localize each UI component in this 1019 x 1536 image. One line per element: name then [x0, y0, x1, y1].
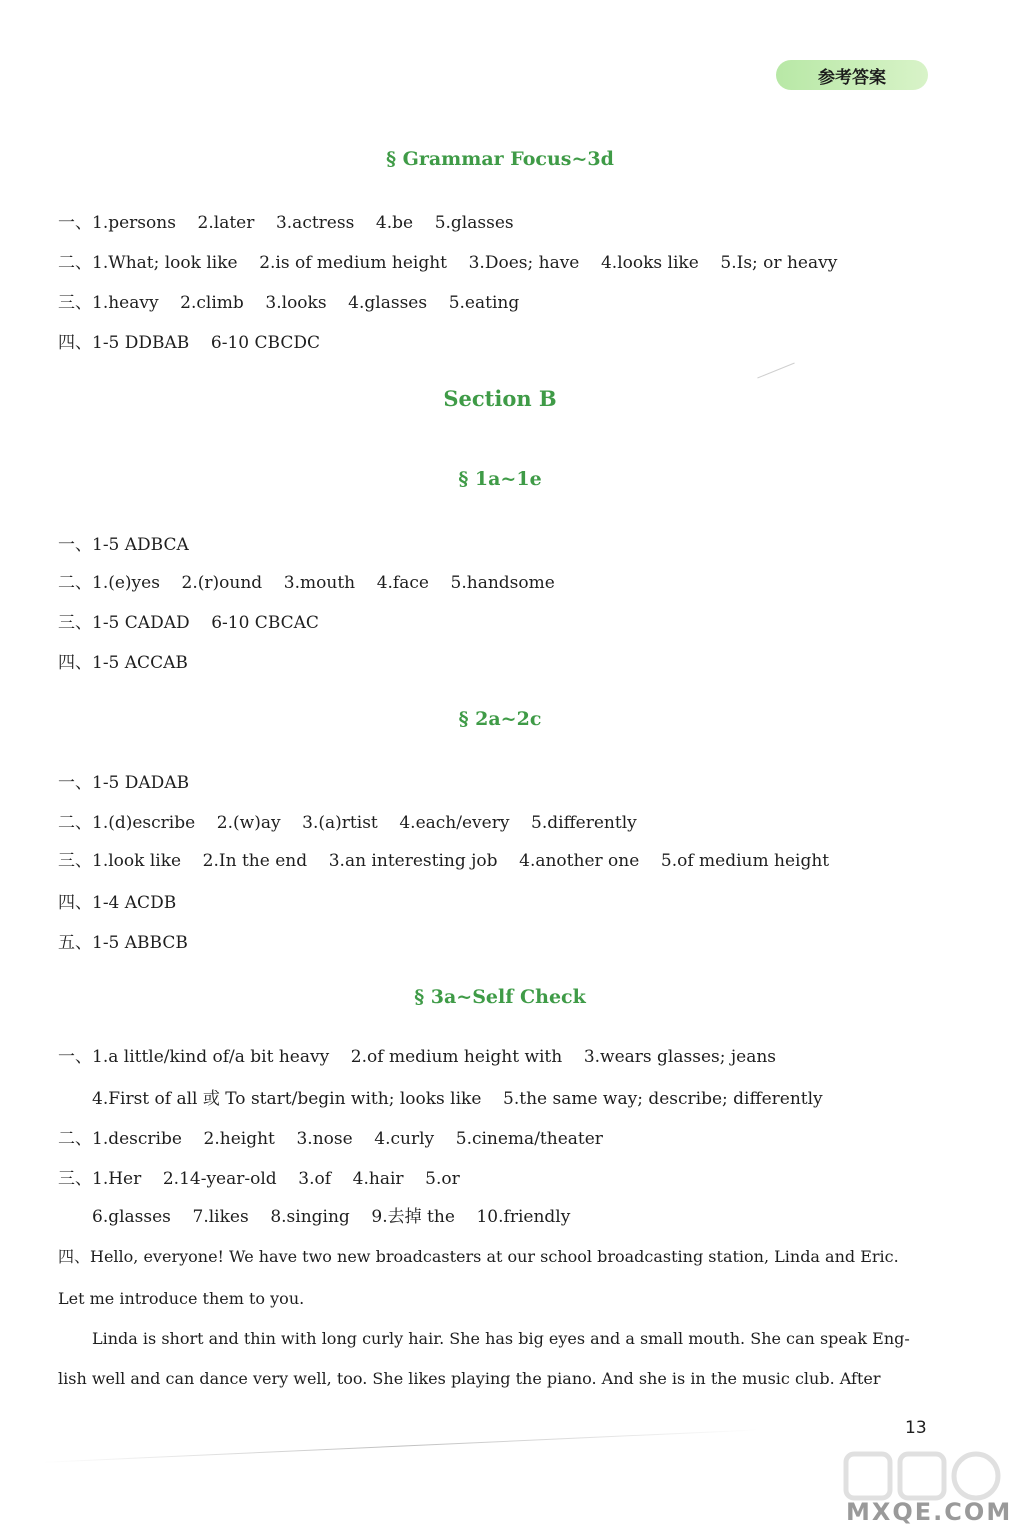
answer-line: 4.First of all 或 To start/begin with; looks like 5.the same way; describe; differently	[92, 1089, 823, 1109]
answer-line: 6.glasses 7.likes 8.singing 9.去掉 the 10.friendly	[92, 1207, 571, 1227]
answer-line: 一、1-5 DADAB	[58, 773, 190, 793]
heading-3a-self-check: § 3a~Self Check	[414, 986, 586, 1008]
essay-line: Let me introduce them to you.	[58, 1289, 305, 1308]
answer-line: 二、1.(e)yes 2.(r)ound 3.mouth 4.face 5.handsome	[58, 573, 555, 593]
essay-line: 四、Hello, everyone! We have two new broadcasters at our school broadcasting station, Linda and Eric.	[58, 1247, 899, 1266]
heading-section-b: Section B	[443, 386, 557, 411]
answer-line: 五、1-5 ABBCB	[58, 933, 188, 953]
answer-line: 一、1.persons 2.later 3.actress 4.be 5.glasses	[58, 213, 514, 233]
watermark-text: MXQE.COM	[846, 1498, 1013, 1526]
answer-line: 三、1.heavy 2.climb 3.looks 4.glasses 5.eating	[58, 293, 520, 313]
answer-line: 三、1.look like 2.In the end 3.an interesting job 4.another one 5.of medium height	[58, 851, 830, 871]
answer-line: 四、1-4 ACDB	[58, 893, 177, 913]
answer-line: 二、1.(d)escribe 2.(w)ay 3.(a)rtist 4.each/every 5.differently	[58, 813, 637, 833]
essay-line: Linda is short and thin with long curly hair. She has big eyes and a small mouth. She can speak Eng-	[92, 1329, 910, 1348]
answer-key-badge: 参考答案	[776, 60, 928, 90]
answer-line: 一、1-5 ADBCA	[58, 535, 189, 555]
page-number: 13	[905, 1418, 927, 1438]
bottom-rule	[40, 1429, 759, 1463]
heading-1a-1e: § 1a~1e	[458, 468, 542, 490]
answer-line: 二、1.describe 2.height 3.nose 4.curly 5.cinema/theater	[58, 1129, 603, 1149]
heading-2a-2c: § 2a~2c	[458, 708, 542, 730]
answer-line: 三、1-5 CADAD 6-10 CBCAC	[58, 613, 319, 633]
answer-line: 一、1.a little/kind of/a bit heavy 2.of medium height with 3.wears glasses; jeans	[58, 1047, 777, 1067]
answer-line: 四、1-5 DDBAB 6-10 CBCDC	[58, 333, 320, 353]
essay-line: lish well and can dance very well, too. She likes playing the piano. And she is in the music club. After	[58, 1369, 881, 1388]
answer-line: 四、1-5 ACCAB	[58, 653, 188, 673]
heading-grammar-focus: § Grammar Focus~3d	[386, 148, 614, 170]
stray-mark	[757, 363, 794, 379]
answer-line: 二、1.What; look like 2.is of medium height 3.Does; have 4.looks like 5.Is; or heavy	[58, 253, 838, 273]
answer-line: 三、1.Her 2.14-year-old 3.of 4.hair 5.or	[58, 1169, 460, 1189]
